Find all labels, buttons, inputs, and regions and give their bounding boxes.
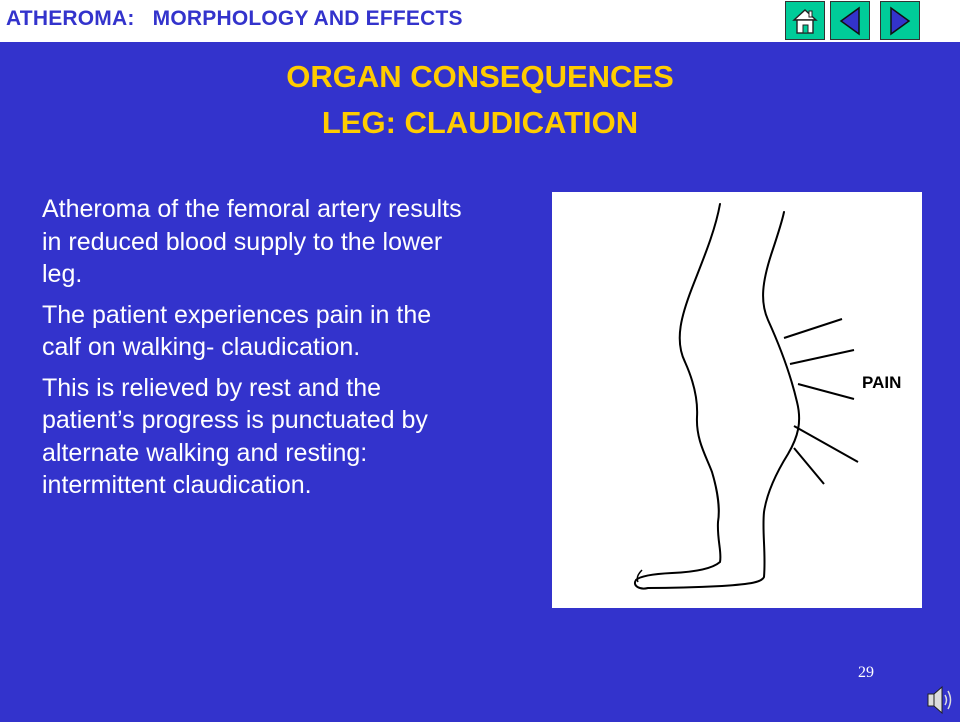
body-text xyxy=(42,193,472,510)
pain-label: PAIN xyxy=(862,373,902,392)
leg-illustration xyxy=(552,192,922,608)
speaker-icon xyxy=(925,683,955,717)
page-number: 29 xyxy=(858,664,874,681)
previous-button[interactable] xyxy=(830,1,870,40)
home-button[interactable] xyxy=(785,1,825,40)
slide-subtitle: LEG: CLAUDICATION xyxy=(321,105,639,140)
top-bar xyxy=(0,0,960,42)
paragraph-3: This is relieved by rest and the patient’s progress is punctuated by alternate walking and resting: intermittent claudication. xyxy=(42,373,428,499)
slide-title: ORGAN CONSEQUENCES xyxy=(286,59,674,94)
paragraph-2: The patient experiences pain in the calf on walking- claudication. xyxy=(42,300,432,361)
next-button[interactable] xyxy=(880,1,920,40)
header-title: ATHEROMA: MORPHOLOGY AND EFFECTS xyxy=(6,7,463,30)
forward-arrow-icon xyxy=(887,5,913,37)
home-icon xyxy=(792,7,818,35)
back-arrow-icon xyxy=(837,5,863,37)
sound-icon-button[interactable] xyxy=(925,683,955,722)
leg-drawing xyxy=(552,192,922,608)
paragraph-1: Atheroma of the femoral artery results in reduced blood supply to the lower leg. xyxy=(42,195,462,288)
